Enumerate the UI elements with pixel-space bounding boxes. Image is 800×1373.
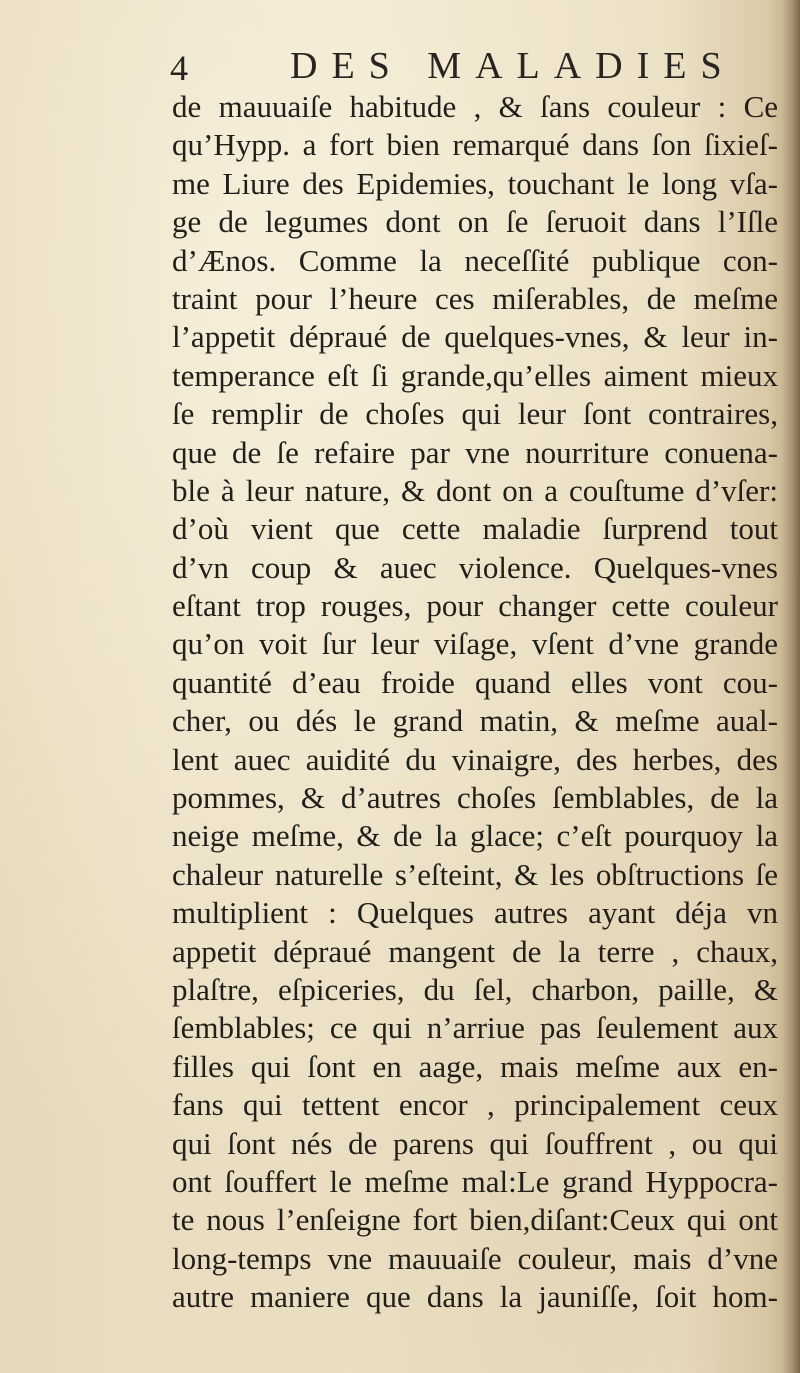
text-line: autre maniere que dans la jauniſſe, ſoit hom- bbox=[172, 1279, 778, 1315]
text-line: qui ſont nés de parens qui ſouffrent , ou qui bbox=[172, 1125, 778, 1161]
text-line: ont ſouffert le meſme mal:Le grand Hyppocra- bbox=[172, 1163, 778, 1199]
text-line: d’où vient que cette maladie ſurprend tout bbox=[172, 511, 778, 547]
text-line: traint pour l’heure ces miſerables, de meſme bbox=[172, 280, 778, 316]
text-line: ſe remplir de choſes qui leur ſont contraires, bbox=[172, 396, 778, 432]
text-line: pommes, & d’autres choſes ſemblables, de la bbox=[172, 780, 778, 816]
text-line: qu’on voit ſur leur viſage, vſent d’vne grande bbox=[172, 626, 778, 662]
text-line: qu’Hypp. a fort bien remarqué dans ſon ſixieſ- bbox=[172, 127, 778, 163]
text-line: temperance eſt ſi grande,qu’elles aiment mieux bbox=[172, 357, 778, 393]
text-line: appetit dépraué mangent de la terre , chaux, bbox=[172, 933, 778, 969]
text-line: long-temps vne mauuaiſe couleur, mais d’vne bbox=[172, 1240, 778, 1276]
text-line: cher, ou dés le grand matin, & meſme aual- bbox=[172, 703, 778, 739]
text-line: l’appetit dépraué de quelques-vnes, & leur in- bbox=[172, 319, 778, 355]
body-text bbox=[172, 88, 778, 1317]
text-line: multiplient : Quelques autres ayant déja vn bbox=[172, 895, 778, 931]
text-line: ble à leur nature, & dont on a couſtume d’vſer: bbox=[172, 472, 778, 508]
text-line: de mauuaiſe habitude , & ſans couleur : Ce bbox=[172, 89, 778, 124]
page-edge-shadow bbox=[782, 0, 800, 1373]
text-line: fans qui tettent encor , principalement ceux bbox=[172, 1087, 778, 1123]
text-line: neige meſme, & de la glace; c’eſt pourquoy la bbox=[172, 818, 778, 854]
text-line: me Liure des Epidemies, touchant le long vſa- bbox=[172, 165, 778, 201]
page-number: 4 bbox=[170, 48, 188, 88]
running-title: DES MALADIES bbox=[290, 45, 736, 87]
text-line: te nous l’enſeigne fort bien,diſant:Ceux qui ont bbox=[172, 1202, 778, 1238]
text-line: ſemblables; ce qui n’arriue pas ſeulement aux bbox=[172, 1010, 778, 1046]
running-head bbox=[170, 44, 770, 94]
text-line: d’Ænos. Comme la neceſſité publique con- bbox=[172, 242, 778, 278]
text-line: eſtant trop rouges, pour changer cette couleur bbox=[172, 588, 778, 624]
text-line: que de ſe refaire par vne nourriture conuena- bbox=[172, 434, 778, 470]
text-line: filles qui ſont en aage, mais meſme aux en- bbox=[172, 1048, 778, 1084]
text-line: chaleur naturelle s’eſteint, & les obſtructions ſe bbox=[172, 856, 778, 892]
text-line: plaſtre, eſpiceries, du ſel, charbon, paille, & bbox=[172, 971, 778, 1007]
text-line: ge de legumes dont on ſe ſeruoit dans l’Iſle bbox=[172, 204, 778, 240]
text-line: d’vn coup & auec violence. Quelques-vnes bbox=[172, 549, 778, 585]
text-line: lent auec auidité du vinaigre, des herbes, des bbox=[172, 741, 778, 777]
text-line: quantité d’eau froide quand elles vont cou- bbox=[172, 664, 778, 700]
